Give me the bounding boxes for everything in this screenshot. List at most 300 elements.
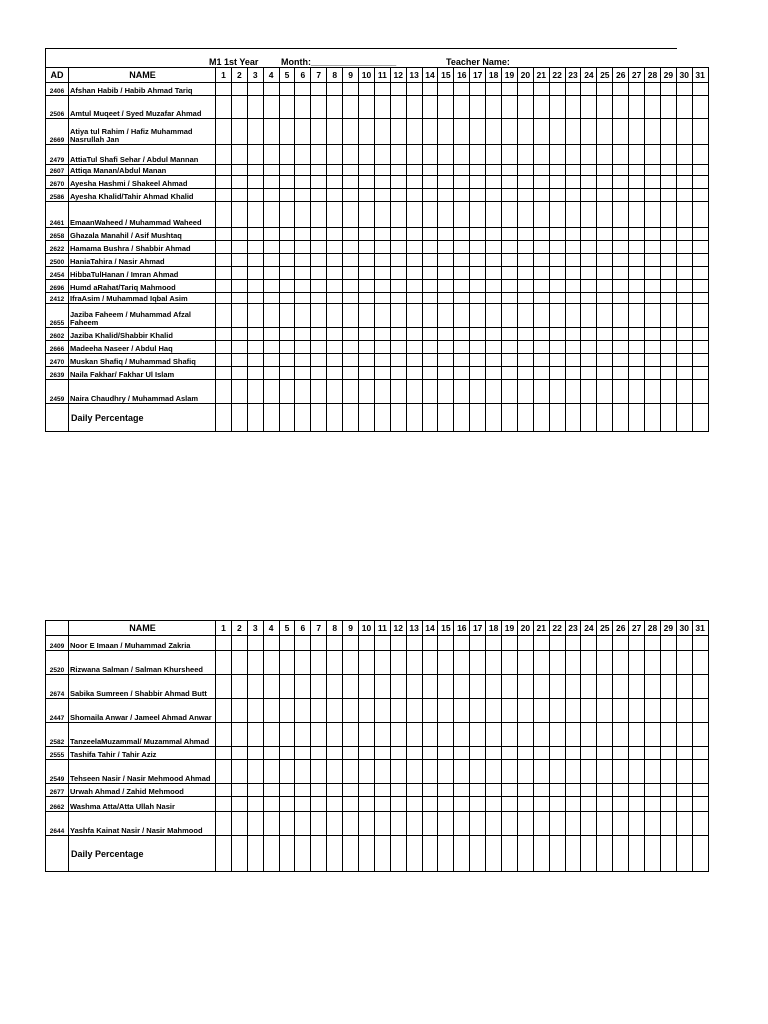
attendance-cell[interactable]	[406, 380, 422, 404]
percentage-cell[interactable]	[343, 836, 359, 872]
attendance-cell[interactable]	[327, 119, 343, 145]
attendance-cell[interactable]	[565, 747, 581, 760]
attendance-cell[interactable]	[629, 293, 645, 304]
attendance-cell[interactable]	[327, 165, 343, 176]
attendance-cell[interactable]	[581, 83, 597, 96]
attendance-cell[interactable]	[470, 636, 486, 651]
attendance-cell[interactable]	[676, 176, 692, 189]
attendance-cell[interactable]	[676, 723, 692, 747]
attendance-cell[interactable]	[660, 651, 676, 675]
attendance-cell[interactable]	[581, 636, 597, 651]
attendance-cell[interactable]	[533, 380, 549, 404]
attendance-cell[interactable]	[247, 675, 263, 699]
attendance-cell[interactable]	[502, 145, 518, 165]
attendance-cell[interactable]	[565, 176, 581, 189]
attendance-cell[interactable]	[295, 165, 311, 176]
attendance-cell[interactable]	[597, 165, 613, 176]
attendance-cell[interactable]	[295, 202, 311, 228]
attendance-cell[interactable]	[295, 304, 311, 328]
attendance-cell[interactable]	[660, 812, 676, 836]
attendance-cell[interactable]	[279, 202, 295, 228]
attendance-cell[interactable]	[549, 293, 565, 304]
attendance-cell[interactable]	[295, 699, 311, 723]
attendance-cell[interactable]	[454, 119, 470, 145]
percentage-cell[interactable]	[502, 836, 518, 872]
attendance-cell[interactable]	[374, 699, 390, 723]
attendance-cell[interactable]	[676, 675, 692, 699]
attendance-cell[interactable]	[438, 241, 454, 254]
attendance-cell[interactable]	[645, 267, 661, 280]
attendance-cell[interactable]	[581, 784, 597, 797]
percentage-cell[interactable]	[581, 404, 597, 432]
attendance-cell[interactable]	[581, 228, 597, 241]
attendance-cell[interactable]	[470, 812, 486, 836]
attendance-cell[interactable]	[676, 354, 692, 367]
attendance-cell[interactable]	[597, 202, 613, 228]
attendance-cell[interactable]	[390, 83, 406, 96]
attendance-cell[interactable]	[263, 723, 279, 747]
attendance-cell[interactable]	[359, 354, 375, 367]
attendance-cell[interactable]	[613, 699, 629, 723]
attendance-cell[interactable]	[311, 176, 327, 189]
attendance-cell[interactable]	[247, 380, 263, 404]
attendance-cell[interactable]	[406, 228, 422, 241]
attendance-cell[interactable]	[263, 202, 279, 228]
attendance-cell[interactable]	[279, 797, 295, 812]
attendance-cell[interactable]	[231, 328, 247, 341]
attendance-cell[interactable]	[216, 328, 232, 341]
attendance-cell[interactable]	[454, 280, 470, 293]
attendance-cell[interactable]	[454, 760, 470, 784]
attendance-cell[interactable]	[692, 176, 708, 189]
percentage-cell[interactable]	[676, 836, 692, 872]
attendance-cell[interactable]	[597, 797, 613, 812]
attendance-cell[interactable]	[565, 165, 581, 176]
attendance-cell[interactable]	[263, 812, 279, 836]
percentage-cell[interactable]	[263, 836, 279, 872]
attendance-cell[interactable]	[517, 797, 533, 812]
attendance-cell[interactable]	[295, 254, 311, 267]
percentage-cell[interactable]	[422, 836, 438, 872]
attendance-cell[interactable]	[470, 119, 486, 145]
attendance-cell[interactable]	[486, 293, 502, 304]
attendance-cell[interactable]	[613, 341, 629, 354]
attendance-cell[interactable]	[231, 189, 247, 202]
attendance-cell[interactable]	[517, 760, 533, 784]
attendance-cell[interactable]	[565, 636, 581, 651]
attendance-cell[interactable]	[295, 760, 311, 784]
attendance-cell[interactable]	[327, 636, 343, 651]
attendance-cell[interactable]	[231, 280, 247, 293]
attendance-cell[interactable]	[406, 760, 422, 784]
attendance-cell[interactable]	[629, 651, 645, 675]
attendance-cell[interactable]	[454, 380, 470, 404]
attendance-cell[interactable]	[533, 165, 549, 176]
attendance-cell[interactable]	[502, 267, 518, 280]
attendance-cell[interactable]	[533, 254, 549, 267]
attendance-cell[interactable]	[629, 228, 645, 241]
attendance-cell[interactable]	[613, 651, 629, 675]
attendance-cell[interactable]	[517, 812, 533, 836]
percentage-cell[interactable]	[597, 404, 613, 432]
attendance-cell[interactable]	[645, 304, 661, 328]
attendance-cell[interactable]	[454, 675, 470, 699]
attendance-cell[interactable]	[311, 280, 327, 293]
attendance-cell[interactable]	[422, 380, 438, 404]
attendance-cell[interactable]	[216, 241, 232, 254]
attendance-cell[interactable]	[517, 176, 533, 189]
attendance-cell[interactable]	[422, 699, 438, 723]
attendance-cell[interactable]	[660, 341, 676, 354]
attendance-cell[interactable]	[549, 675, 565, 699]
attendance-cell[interactable]	[231, 651, 247, 675]
attendance-cell[interactable]	[517, 254, 533, 267]
attendance-cell[interactable]	[247, 797, 263, 812]
attendance-cell[interactable]	[565, 367, 581, 380]
attendance-cell[interactable]	[486, 760, 502, 784]
attendance-cell[interactable]	[502, 228, 518, 241]
attendance-cell[interactable]	[406, 293, 422, 304]
percentage-cell[interactable]	[676, 404, 692, 432]
attendance-cell[interactable]	[263, 367, 279, 380]
attendance-cell[interactable]	[692, 202, 708, 228]
attendance-cell[interactable]	[311, 241, 327, 254]
attendance-cell[interactable]	[692, 723, 708, 747]
attendance-cell[interactable]	[470, 723, 486, 747]
attendance-cell[interactable]	[549, 699, 565, 723]
attendance-cell[interactable]	[645, 228, 661, 241]
attendance-cell[interactable]	[406, 145, 422, 165]
attendance-cell[interactable]	[533, 797, 549, 812]
attendance-cell[interactable]	[517, 636, 533, 651]
attendance-cell[interactable]	[549, 202, 565, 228]
attendance-cell[interactable]	[502, 675, 518, 699]
percentage-cell[interactable]	[502, 404, 518, 432]
attendance-cell[interactable]	[549, 367, 565, 380]
attendance-cell[interactable]	[565, 293, 581, 304]
attendance-cell[interactable]	[422, 747, 438, 760]
attendance-cell[interactable]	[502, 304, 518, 328]
attendance-cell[interactable]	[581, 267, 597, 280]
attendance-cell[interactable]	[597, 83, 613, 96]
attendance-cell[interactable]	[565, 304, 581, 328]
attendance-cell[interactable]	[692, 83, 708, 96]
attendance-cell[interactable]	[327, 367, 343, 380]
attendance-cell[interactable]	[486, 636, 502, 651]
attendance-cell[interactable]	[517, 723, 533, 747]
attendance-cell[interactable]	[279, 636, 295, 651]
attendance-cell[interactable]	[629, 254, 645, 267]
attendance-cell[interactable]	[629, 176, 645, 189]
attendance-cell[interactable]	[454, 176, 470, 189]
attendance-cell[interactable]	[597, 304, 613, 328]
attendance-cell[interactable]	[374, 176, 390, 189]
attendance-cell[interactable]	[343, 267, 359, 280]
percentage-cell[interactable]	[359, 836, 375, 872]
attendance-cell[interactable]	[660, 367, 676, 380]
attendance-cell[interactable]	[533, 784, 549, 797]
attendance-cell[interactable]	[311, 636, 327, 651]
attendance-cell[interactable]	[374, 241, 390, 254]
attendance-cell[interactable]	[390, 675, 406, 699]
attendance-cell[interactable]	[406, 254, 422, 267]
attendance-cell[interactable]	[438, 304, 454, 328]
attendance-cell[interactable]	[645, 747, 661, 760]
attendance-cell[interactable]	[549, 380, 565, 404]
attendance-cell[interactable]	[645, 280, 661, 293]
attendance-cell[interactable]	[422, 83, 438, 96]
attendance-cell[interactable]	[470, 293, 486, 304]
attendance-cell[interactable]	[581, 202, 597, 228]
attendance-cell[interactable]	[231, 165, 247, 176]
attendance-cell[interactable]	[676, 228, 692, 241]
attendance-cell[interactable]	[692, 280, 708, 293]
attendance-cell[interactable]	[597, 254, 613, 267]
attendance-cell[interactable]	[692, 651, 708, 675]
attendance-cell[interactable]	[645, 254, 661, 267]
percentage-cell[interactable]	[438, 404, 454, 432]
attendance-cell[interactable]	[549, 341, 565, 354]
attendance-cell[interactable]	[613, 367, 629, 380]
attendance-cell[interactable]	[597, 119, 613, 145]
attendance-cell[interactable]	[263, 675, 279, 699]
attendance-cell[interactable]	[343, 280, 359, 293]
attendance-cell[interactable]	[343, 176, 359, 189]
attendance-cell[interactable]	[629, 784, 645, 797]
attendance-cell[interactable]	[597, 367, 613, 380]
attendance-cell[interactable]	[533, 145, 549, 165]
attendance-cell[interactable]	[613, 241, 629, 254]
attendance-cell[interactable]	[406, 202, 422, 228]
attendance-cell[interactable]	[406, 812, 422, 836]
attendance-cell[interactable]	[406, 119, 422, 145]
attendance-cell[interactable]	[613, 747, 629, 760]
attendance-cell[interactable]	[470, 784, 486, 797]
attendance-cell[interactable]	[486, 747, 502, 760]
percentage-cell[interactable]	[645, 836, 661, 872]
attendance-cell[interactable]	[613, 760, 629, 784]
attendance-cell[interactable]	[660, 83, 676, 96]
attendance-cell[interactable]	[327, 83, 343, 96]
attendance-cell[interactable]	[597, 354, 613, 367]
attendance-cell[interactable]	[454, 341, 470, 354]
attendance-cell[interactable]	[295, 675, 311, 699]
attendance-cell[interactable]	[629, 723, 645, 747]
percentage-cell[interactable]	[613, 404, 629, 432]
attendance-cell[interactable]	[533, 636, 549, 651]
attendance-cell[interactable]	[613, 675, 629, 699]
percentage-cell[interactable]	[692, 404, 708, 432]
attendance-cell[interactable]	[565, 675, 581, 699]
percentage-cell[interactable]	[454, 404, 470, 432]
attendance-cell[interactable]	[311, 328, 327, 341]
percentage-cell[interactable]	[311, 404, 327, 432]
attendance-cell[interactable]	[645, 341, 661, 354]
attendance-cell[interactable]	[629, 328, 645, 341]
attendance-cell[interactable]	[343, 675, 359, 699]
percentage-cell[interactable]	[692, 836, 708, 872]
attendance-cell[interactable]	[247, 83, 263, 96]
attendance-cell[interactable]	[295, 341, 311, 354]
attendance-cell[interactable]	[549, 636, 565, 651]
percentage-cell[interactable]	[327, 404, 343, 432]
attendance-cell[interactable]	[263, 651, 279, 675]
attendance-cell[interactable]	[374, 636, 390, 651]
attendance-cell[interactable]	[565, 267, 581, 280]
attendance-cell[interactable]	[247, 367, 263, 380]
attendance-cell[interactable]	[327, 176, 343, 189]
attendance-cell[interactable]	[406, 367, 422, 380]
attendance-cell[interactable]	[645, 241, 661, 254]
attendance-cell[interactable]	[279, 341, 295, 354]
attendance-cell[interactable]	[216, 675, 232, 699]
attendance-cell[interactable]	[533, 812, 549, 836]
attendance-cell[interactable]	[502, 83, 518, 96]
attendance-cell[interactable]	[406, 636, 422, 651]
attendance-cell[interactable]	[517, 267, 533, 280]
attendance-cell[interactable]	[533, 354, 549, 367]
attendance-cell[interactable]	[422, 797, 438, 812]
percentage-cell[interactable]	[565, 836, 581, 872]
attendance-cell[interactable]	[517, 119, 533, 145]
attendance-cell[interactable]	[645, 812, 661, 836]
attendance-cell[interactable]	[247, 651, 263, 675]
attendance-cell[interactable]	[231, 228, 247, 241]
attendance-cell[interactable]	[216, 189, 232, 202]
attendance-cell[interactable]	[422, 145, 438, 165]
attendance-cell[interactable]	[486, 241, 502, 254]
attendance-cell[interactable]	[247, 202, 263, 228]
attendance-cell[interactable]	[533, 304, 549, 328]
attendance-cell[interactable]	[406, 176, 422, 189]
attendance-cell[interactable]	[660, 176, 676, 189]
attendance-cell[interactable]	[231, 723, 247, 747]
attendance-cell[interactable]	[406, 747, 422, 760]
attendance-cell[interactable]	[216, 380, 232, 404]
attendance-cell[interactable]	[263, 747, 279, 760]
attendance-cell[interactable]	[645, 293, 661, 304]
attendance-cell[interactable]	[470, 747, 486, 760]
attendance-cell[interactable]	[374, 189, 390, 202]
attendance-cell[interactable]	[613, 354, 629, 367]
attendance-cell[interactable]	[692, 293, 708, 304]
attendance-cell[interactable]	[231, 354, 247, 367]
attendance-cell[interactable]	[692, 241, 708, 254]
attendance-cell[interactable]	[692, 636, 708, 651]
attendance-cell[interactable]	[629, 83, 645, 96]
attendance-cell[interactable]	[216, 254, 232, 267]
attendance-cell[interactable]	[581, 341, 597, 354]
attendance-cell[interactable]	[343, 354, 359, 367]
attendance-cell[interactable]	[263, 760, 279, 784]
attendance-cell[interactable]	[327, 760, 343, 784]
attendance-cell[interactable]	[613, 254, 629, 267]
attendance-cell[interactable]	[390, 747, 406, 760]
attendance-cell[interactable]	[279, 812, 295, 836]
attendance-cell[interactable]	[676, 293, 692, 304]
attendance-cell[interactable]	[502, 651, 518, 675]
attendance-cell[interactable]	[422, 354, 438, 367]
attendance-cell[interactable]	[613, 797, 629, 812]
percentage-cell[interactable]	[295, 836, 311, 872]
attendance-cell[interactable]	[581, 304, 597, 328]
attendance-cell[interactable]	[581, 254, 597, 267]
percentage-cell[interactable]	[565, 404, 581, 432]
attendance-cell[interactable]	[359, 367, 375, 380]
percentage-cell[interactable]	[645, 404, 661, 432]
attendance-cell[interactable]	[502, 367, 518, 380]
attendance-cell[interactable]	[295, 228, 311, 241]
attendance-cell[interactable]	[295, 723, 311, 747]
attendance-cell[interactable]	[327, 96, 343, 119]
attendance-cell[interactable]	[263, 280, 279, 293]
attendance-cell[interactable]	[581, 797, 597, 812]
attendance-cell[interactable]	[406, 341, 422, 354]
attendance-cell[interactable]	[327, 293, 343, 304]
attendance-cell[interactable]	[486, 228, 502, 241]
percentage-cell[interactable]	[517, 836, 533, 872]
attendance-cell[interactable]	[279, 241, 295, 254]
attendance-cell[interactable]	[390, 267, 406, 280]
attendance-cell[interactable]	[629, 812, 645, 836]
attendance-cell[interactable]	[406, 723, 422, 747]
attendance-cell[interactable]	[645, 189, 661, 202]
attendance-cell[interactable]	[645, 354, 661, 367]
attendance-cell[interactable]	[327, 675, 343, 699]
attendance-cell[interactable]	[597, 760, 613, 784]
attendance-cell[interactable]	[343, 119, 359, 145]
attendance-cell[interactable]	[231, 96, 247, 119]
attendance-cell[interactable]	[533, 83, 549, 96]
attendance-cell[interactable]	[279, 228, 295, 241]
attendance-cell[interactable]	[565, 797, 581, 812]
attendance-cell[interactable]	[486, 145, 502, 165]
attendance-cell[interactable]	[454, 651, 470, 675]
attendance-cell[interactable]	[359, 176, 375, 189]
attendance-cell[interactable]	[327, 254, 343, 267]
attendance-cell[interactable]	[676, 380, 692, 404]
attendance-cell[interactable]	[263, 96, 279, 119]
attendance-cell[interactable]	[390, 367, 406, 380]
attendance-cell[interactable]	[597, 651, 613, 675]
attendance-cell[interactable]	[486, 380, 502, 404]
attendance-cell[interactable]	[390, 651, 406, 675]
attendance-cell[interactable]	[231, 304, 247, 328]
attendance-cell[interactable]	[247, 760, 263, 784]
attendance-cell[interactable]	[470, 176, 486, 189]
attendance-cell[interactable]	[565, 241, 581, 254]
attendance-cell[interactable]	[327, 797, 343, 812]
attendance-cell[interactable]	[645, 797, 661, 812]
attendance-cell[interactable]	[597, 280, 613, 293]
attendance-cell[interactable]	[645, 83, 661, 96]
attendance-cell[interactable]	[581, 747, 597, 760]
attendance-cell[interactable]	[438, 747, 454, 760]
attendance-cell[interactable]	[390, 699, 406, 723]
attendance-cell[interactable]	[549, 784, 565, 797]
attendance-cell[interactable]	[660, 699, 676, 723]
percentage-cell[interactable]	[438, 836, 454, 872]
attendance-cell[interactable]	[645, 96, 661, 119]
attendance-cell[interactable]	[295, 280, 311, 293]
attendance-cell[interactable]	[422, 675, 438, 699]
attendance-cell[interactable]	[629, 165, 645, 176]
attendance-cell[interactable]	[247, 119, 263, 145]
attendance-cell[interactable]	[581, 241, 597, 254]
attendance-cell[interactable]	[581, 189, 597, 202]
attendance-cell[interactable]	[613, 165, 629, 176]
attendance-cell[interactable]	[502, 760, 518, 784]
